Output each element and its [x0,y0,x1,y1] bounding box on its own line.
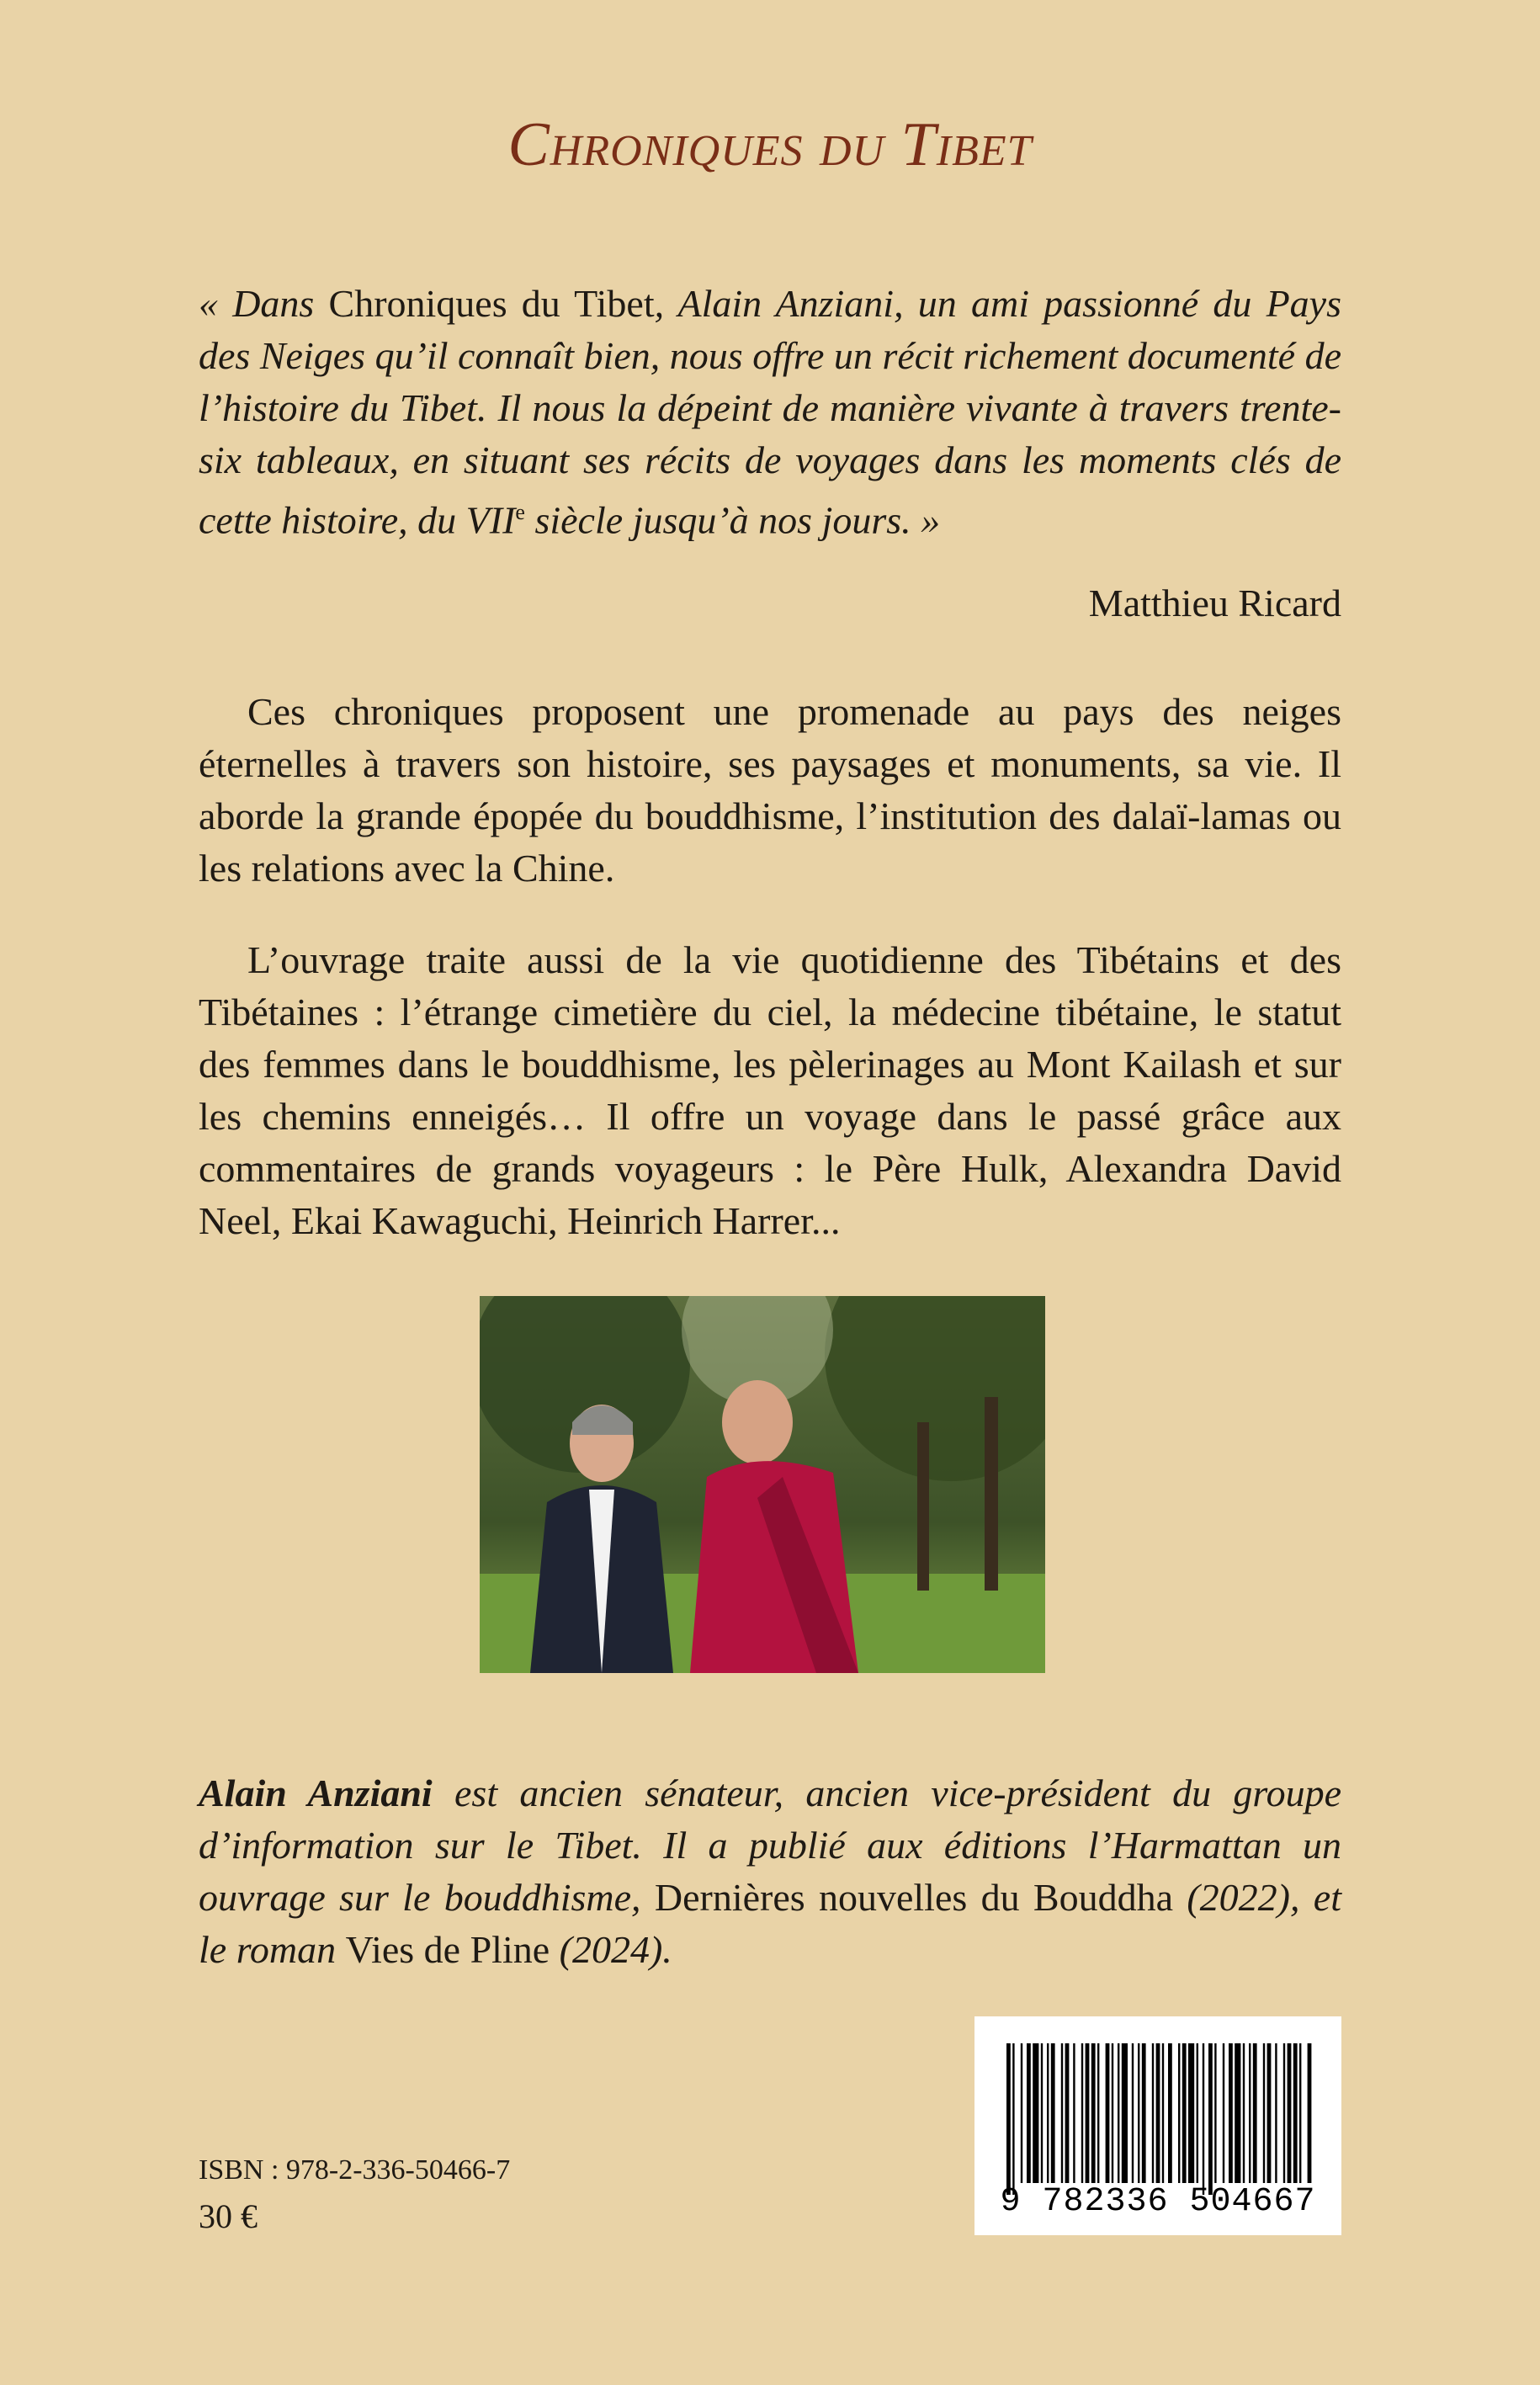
barcode-bar [1299,2043,1301,2183]
quote-open: « Dans [199,282,329,325]
barcode-bar [1041,2043,1043,2183]
barcode-bar [1012,2043,1014,2195]
barcode-bar [1091,2043,1096,2183]
barcode-bar [1275,2043,1277,2183]
barcode-bar [1138,2043,1139,2183]
barcode-bar [1208,2043,1213,2195]
barcode-bar [1249,2043,1251,2183]
barcode-digits: 9 782336 504667 [1000,2183,1316,2221]
barcode-bar [1097,2043,1099,2183]
author-name: Alain Anziani [199,1771,433,1814]
barcode-bar [1065,2043,1070,2183]
endorsement-quote [199,278,1341,546]
barcode-bar [1263,2043,1265,2183]
barcode-bar [1086,2043,1090,2183]
barcode-bar [1243,2043,1245,2183]
barcode-bar [1288,2043,1292,2183]
quote-superscript: e [515,500,525,524]
barcode-bar [1267,2043,1272,2183]
barcode-bar [1235,2043,1240,2183]
quote-attribution: Matthieu Ricard [1088,582,1341,624]
quote-text: , Alain Anziani, un ami passionné du Pays des Neiges qu’il connaît bien, nous offre un récit richement documenté de l’histoire du Tibet. Il nous la dépeint de manière vivante à travers trente-six tableaux, en situant ses récits de voyages dans les moments clés de cette histoire, du VII [199,282,1341,542]
barcode-bar [1081,2043,1083,2183]
barcode-bar [1006,2043,1011,2195]
barcode-bar [1112,2043,1113,2183]
barcode-bar [1106,2043,1110,2183]
barcode-bar [1156,2043,1160,2183]
barcode-bar [1051,2043,1055,2183]
barcode-bar [1162,2043,1164,2183]
author-bio [199,1767,1341,1976]
quote-end: siècle jusqu’à nos jours. » [524,498,941,542]
barcode-bar [1197,2043,1198,2183]
bio-text-1: est ancien sénateur, ancien vice-président du groupe d’information sur le Tibet. Il a publié aux éditions l’Harmattan un ouvrage sur le bouddhisme, [199,1771,1341,1919]
barcode-bar [1178,2043,1180,2183]
description-paragraph-2: L’ouvrage traite aussi de la vie quotidienne des Tibétains et des Tibétaines : l’étrange cimetière du ciel, la médecine tibétaine, le statut des femmes dans le bouddhisme, les pèlerinages au Mont Kailash et sur les chemins enneigés… Il offre un voyage dans le passé grâce aux commentaires de grands voyageurs : le Père Hulk, Alexandra David Neel, Ekai Kawaguchi, Heinrich Harrer... [199,938,1341,1242]
barcode-bar [1142,2043,1146,2183]
barcode-bar [1027,2043,1031,2183]
price: 30 € [199,2197,258,2235]
barcode-bar [1073,2043,1075,2183]
barcode-bar [1229,2043,1233,2183]
barcode-bar [1283,2043,1285,2183]
barcode-bar [1182,2043,1187,2183]
quote-book-title: Chroniques du Tibet [328,282,655,325]
barcode-bar [1033,2043,1038,2183]
bio-text-3: (2024). [550,1928,672,1971]
barcode-bar [1132,2043,1134,2183]
barcode-bar [1203,2043,1204,2195]
barcode-bar [1168,2043,1172,2183]
barcode-bar [1152,2043,1154,2183]
description-paragraph-1: Ces chroniques proposent une promenade au pays des neiges éternelles à travers son histoire, ses paysages et monuments, sa vie. Il aborde la grande épopée du bouddhisme, l’institution des dalaï-lamas ou les relations avec la Chine. [199,690,1341,890]
bio-book-1: Dernières nouvelles du Bouddha [654,1876,1174,1919]
barcode-bar [1118,2043,1119,2183]
isbn: ISBN : 978-2-336-50466-7 [199,2154,511,2186]
barcode [974,2016,1341,2235]
bio-book-2: Vies de Pline [345,1928,550,1971]
barcode-bar [1293,2043,1298,2183]
barcode-bar [1047,2043,1049,2183]
barcode-bar [1188,2043,1194,2183]
barcode-bar [1253,2043,1257,2183]
barcode-bar [1061,2043,1063,2183]
barcode-bar [1122,2043,1128,2183]
barcode-bar [1308,2043,1312,2183]
barcode-bar [1214,2043,1216,2183]
bio-text-2: (2022), et le roman [199,1876,1341,1971]
photo-illustration [480,1296,1045,1673]
author-photo [480,1296,1045,1673]
barcode-bar [1021,2043,1022,2183]
barcode-bar [1223,2043,1224,2183]
book-title: Chroniques du Tibet [507,110,1033,179]
